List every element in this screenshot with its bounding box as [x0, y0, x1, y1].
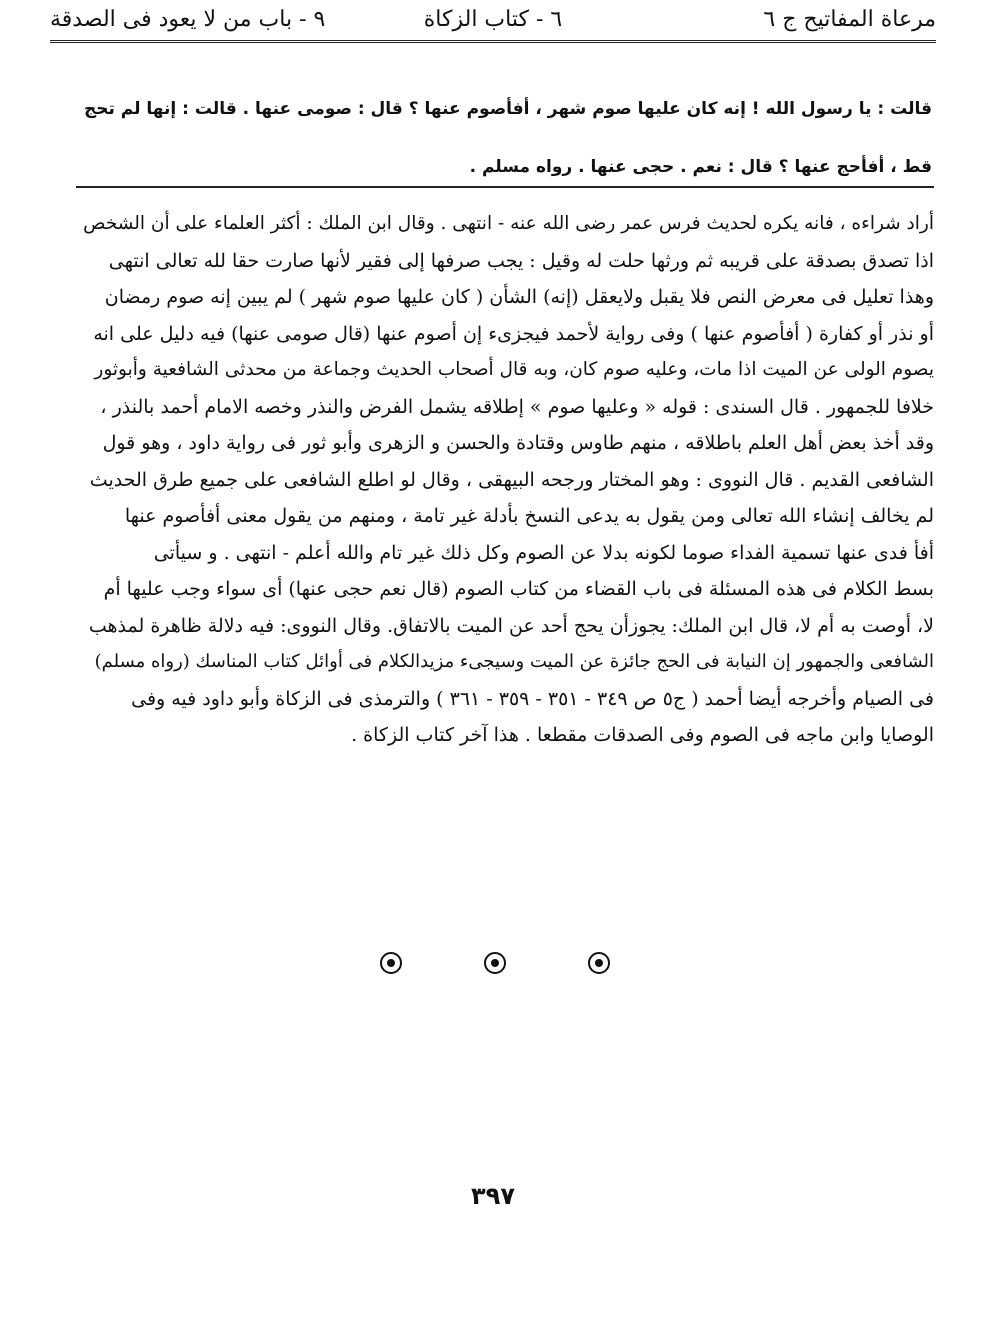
header-divider	[50, 40, 936, 43]
commentary-line: اذا تصدق بصدقة على قريبه ثم ورثها حلت له وقيل : يجب صرفها إلى فقير لأنها صارت حقا لله تعالى انتهى	[108, 249, 934, 272]
commentary-line: وهذا تعليل فى معرض النص فلا يقبل ولايعقل (إنه) الشأن ( كان عليها صوم شهر ) لم يبين إنه صوم رمضان	[104, 286, 934, 308]
commentary-line: الشافعى القديم . قال النووى : وهو المختار ورجحه البيهقى ، وقال لو اطلع الشافعى على جميع طرق الحديث	[89, 468, 934, 491]
commentary-line: فى الصيام وأخرجه أيضا أحمد ( ج٥ ص ٣٤٩ - ٣٥١ - ٣٥٩ - ٣٦١ ) والترمذى فى الزكاة وأبو داود فيه وفى	[131, 687, 934, 710]
commentary-line: أو نذر أو كفارة ( أفأصوم عنها ) وفى رواية لأحمد فيجزىء إن أصوم عنها (قال صومى عنها) فيه دليل على انه	[93, 322, 934, 345]
ring-ornament-icon	[380, 952, 402, 974]
commentary-text	[76, 206, 934, 754]
commentary-line: الوصايا وابن ماجه فى الصوم وفى الصدقات مقطعا . هذا آخر كتاب الزكاة .	[351, 724, 934, 746]
commentary-line: لا، أوصت به أم لا، قال ابن الملك: يجوزأن يحج أحد عن الميت بالاتفاق. وقال النووى: فيه دلالة ظاهرة لمذهب	[88, 614, 934, 637]
commentary-line: يصوم الولى عن الميت اذا مات، وعليه صوم كان، وبه قال أصحاب الحديث وجماعة من محدثى الشافعية وأبوثور	[94, 359, 934, 380]
commentary-line: الشافعى والجمهور إن النيابة فى الحج جائزة عن الميت وسيجىء مزيدالكلام فى أوائل كتاب المناسك (رواه مسلم)	[94, 651, 934, 672]
commentary-line: لم يخالف إنشاء الله تعالى ومن يقول به يدعى النسخ بأدلة غير تامة ، ومنهم من يقول معنى أفأصوم عنها	[124, 505, 934, 527]
section-title: ٩ - باب من لا يعود فى الصدقة	[50, 7, 326, 32]
ring-ornament-icon	[588, 952, 610, 974]
running-header	[50, 4, 936, 36]
ring-ornament-icon	[484, 952, 506, 974]
page-number: ٣٩٧	[471, 1182, 515, 1210]
commentary-line: وقد أخذ بعض أهل العلم باطلاقه ، منهم طاوس وقتادة والحسن و الزهرى وأبو ثور فى رواية داود ، وهو قول	[102, 432, 934, 454]
hadith-text	[74, 80, 932, 196]
hadith-line: قالت : يا رسول الله ! إنه كان عليها صوم شهر ، أفأصوم عنها ؟ قال : صومى عنها . قالت : إنها لم تحج	[83, 99, 932, 119]
section-divider	[76, 186, 934, 188]
commentary-line: خلافا للجمهور . قال السندى : قوله « وعليها صوم » إطلاقه يشمل الفرض والنذر وخصه الامام أحمد بالنذر ،	[100, 395, 934, 418]
commentary-line: أراد شراءه ، فانه يكره لحديث فرس عمر رضى الله عنه - انتهى . وقال ابن الملك : أكثر العلماء على أن الشخص	[83, 213, 934, 234]
commentary-line: بسط الكلام فى هذه المسئلة فى باب القضاء من كتاب الصوم (قال نعم حجى عنها) أى سواء وجب عليها أم	[103, 578, 934, 600]
commentary-line: أفأ فدى عنها تسمية الفداء صوما لكونه بدلا عن الصوم وكل ذلك غير تام والله أعلم - انتهى . و سيأتى	[153, 541, 934, 564]
book-title: مرعاة المفاتيح ج ٦	[763, 7, 936, 32]
hadith-line: قط ، أفأحج عنها ؟ قال : نعم . حجى عنها . رواه مسلم .	[469, 157, 932, 177]
end-of-chapter-ornaments	[380, 945, 610, 981]
chapter-title: ٦ - كتاب الزكاة	[423, 7, 563, 32]
